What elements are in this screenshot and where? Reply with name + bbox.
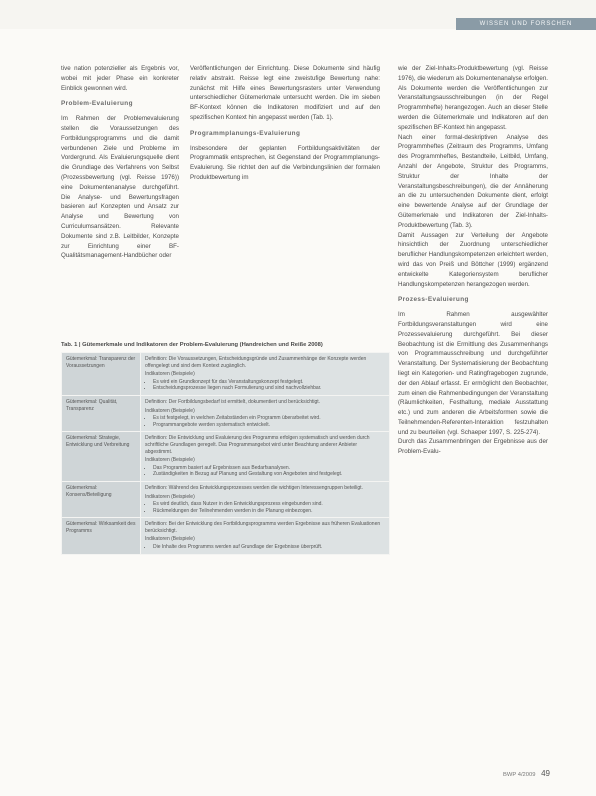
col2-paragraph-2: Insbesondere der geplanten Fortbildungsaktivitäten der Programmatik entsprechen, ist Gegenstand der Programmplanungs-Evaluierung. Sie richtet den auf die Verbindungslinien der formalen Produktbewertung im — [190, 144, 380, 181]
column-2 — [190, 64, 380, 183]
criterion-definition: Definition: Der Fortbildungsbedarf ist ermittelt, dokumentiert und berücksichtigt. — [145, 398, 321, 405]
section-label: WISSEN UND FORSCHEN — [456, 18, 596, 30]
col2-paragraph-1: Veröffentlichungen der Einrichtung. Diese Dokumente sind häufig relativ abstrakt. Reisse legt eine zweistufige Bewertung nahe: zunächst mit Hilfe eines Bewertungsrasters unter Verwendung unterschiedlicher Gütemerkmale untersucht werden. Die im sieben BF-Kontext können die Indikatoren modifiziert und auf den spezifischen Kontext hin angepasst werden (Tab. 1). — [190, 65, 380, 121]
indicator-list — [145, 501, 385, 514]
indicator-item: • Zuständigkeiten in Bezug auf Planung und Gestaltung von Angeboten sind festgelegt. — [153, 471, 385, 478]
indicators-label: Indikatoren (Beispiele) — [145, 407, 195, 414]
indicator-list — [145, 415, 385, 428]
journal-label: BWP 4/2009 — [503, 772, 536, 778]
criterion-definition: Definition: Bei der Entwicklung des Fortbildungsprogramms werden Ergebnisse aus früheren Evaluationen berücksichtigt. — [145, 521, 381, 534]
col3-paragraph-5: Durch das Zusammenbringen der Ergebnisse aus der Problem-Evalu- — [398, 438, 548, 456]
criterion-description — [141, 518, 390, 554]
page-number: 49 — [541, 769, 550, 778]
table-row — [62, 432, 390, 482]
col3-paragraph-4: Im Rahmen ausgewählter Fortbildungsveranstaltungen wird eine Prozessevaluierung durchgeführt. Bei dieser Beobachtung ist die Ermittlung des Zusammenhangs von Programmausschreibung und durchgeführter Veranstaltung. Der Systematisierung der Beobachtung liegt ein Kategorien- und Ratingfragebogen zugrunde, der den Ablauf erfasst. Er ermöglicht den Beobachter, zum einen die Rahmenbedingungen der Veranstaltung (Räumlichkeiten, Festhaltung, mediale Ausstattung etc.) und zum anderen die Arbeitsformen sowie die Teilnehmenden-Referenten-Interaktion festzuhalten und zu beurteilen (vgl. Schaeper 1997, S. 225-274). — [398, 311, 548, 436]
page-footer — [503, 769, 550, 778]
col3-heading: Prozess-Evaluierung — [398, 296, 469, 304]
criterion-definition: Definition: Die Voraussetzungen, Entscheidungsgründe und Zusammenhänge der Konzepte werden offengelegt und sind dem Kontext zugänglich. — [145, 356, 367, 369]
criterion-name: Gütemerkmal: Qualität, Transparenz — [62, 395, 141, 431]
table-caption: Tab. 1 | Gütemerkmale und Indikatoren der Problem-Evaluierung (Handreichen und Reiße 2008) — [61, 342, 323, 348]
criterion-definition: Definition: Die Entwicklung und Evaluierung des Programms erfolgen systematisch und werden durch schriftliche Grundlagen geregelt. Das Programmangebot wird unter Beachtung anderer Anbieter abgestimmt. — [145, 435, 370, 455]
column-3 — [398, 64, 548, 457]
table-row — [62, 518, 390, 554]
indicators-label: Indikatoren (Beispiele) — [145, 536, 195, 543]
col1-body: Im Rahmen der Problemevaluierung stellen die Voraussetzungen des Fortbildungsprogramms und die damit verbundenen Ziele und Probleme im Vordergrund. Als Evaluierungsquelle dient die Grundlage des Verfahrens von Selbst (Prozessbewertung (vgl. Reisse 1976)) eine Dokumentenanalyse durchgeführt. Die Analyse- und Bewertungsfragen basieren auf Konzepten und Ansatz zur Analyse und Bewertung von Curriculumsansätzen. Relevante Dokumente sind z.B. Leitbilder, Konzepte zur Einrichtung einer BF-Qualitätsmanagement-Handbücher oder — [61, 115, 179, 260]
criterion-definition: Definition: Während des Entwicklungsprozesses werden die wichtigen Interessengruppen beteiligt. — [145, 484, 363, 491]
criterion-description — [141, 432, 390, 482]
indicator-item: • Programmangebote werden systematisch entwickelt. — [153, 422, 385, 429]
criterion-name: Gütemerkmal: Wirksamkeit des Programms — [62, 518, 141, 554]
indicator-list — [145, 544, 385, 551]
col1-heading: Problem-Evaluierung — [61, 100, 133, 108]
table-row — [62, 395, 390, 431]
table-row — [62, 353, 390, 396]
table-1 — [61, 342, 390, 555]
table-row — [62, 481, 390, 517]
criterion-description — [141, 481, 390, 517]
col2-heading: Programmplanungs-Evaluierung — [190, 129, 301, 137]
col3-paragraph-1: wie der Ziel-Inhalts-Produktbewertung (vgl. Reisse 1976), die wiederum als Dokumentenanalyse erfolgen. Als Dokumente werden die Veröffentlichungen zur Veranstaltungsausschreibungen (in der Regel Programmhefte) herangezogen. Auch an dieser Stelle werden die Gütemerkmale und Indikatoren auf den spezifischen BF-Kontext hin angepasst. — [398, 65, 548, 131]
indicators-label: Indikatoren (Beispiele) — [145, 457, 195, 464]
col3-paragraph-2: Nach einer formal-deskriptiven Analyse des Programmheftes (Zeitraum des Programms, Umfang des Programmheftes, Bestandteile, Leitbild, Umfang, Anzahl der Angebote, Struktur des Programms, Struktur der Inhalte der Veranstaltungsbeschreibungen), die der Annäherung an die zu untersuchenden Dokumente dient, erfolgt eine bewertende Analyse auf der Grundlage der Gütemerkmale und Indikatoren der Ziel-Inhalts-Produktbewertung (Tab. 3). — [398, 133, 548, 229]
criterion-name: Gütemerkmal: Transparenz der Voraussetzungen — [62, 353, 141, 396]
indicator-item: • Rückmeldungen der Teilnehmenden werden in die Planung einbezogen. — [153, 508, 385, 515]
criteria-table — [61, 352, 390, 555]
indicator-item: • Das Programm basiert auf Ergebnissen aus Bedarfsanalysen. — [153, 465, 385, 472]
col3-paragraph-3: Damit Aussagen zur Verteilung der Angebote hinsichtlich der Zuordnung unterschiedlicher beruflicher Handlungskompetenzen erleichtert werden, wird das von Preiß und Böttcher (1999) ergänzend entwickelte Kategoriensystem beruflicher Handlungskompetenzen herangezogen werden. — [398, 231, 548, 288]
indicator-list — [145, 379, 385, 392]
indicators-label: Indikatoren (Beispiele) — [145, 493, 195, 500]
indicator-item: • Die Inhalte des Programms werden auf Grundlage der Ergebnisse überprüft. — [153, 544, 385, 551]
indicator-item: • Es ist festgelegt, in welchen Zeitabständen ein Programm überarbeitet wird. — [153, 415, 385, 422]
indicator-item: • Es wird deutlich, dass Nutzer in den Entwicklungsprozess eingebunden sind. — [153, 501, 385, 508]
col1-intro: tive nation potenzieller als Ergebnis vor, wobei mit jeder Phase ein konkreter Einblick gewonnen wird. — [61, 65, 179, 92]
criterion-name: Gütemerkmal: Strategie, Entwicklung und Verbreitung — [62, 432, 141, 482]
criterion-name: Gütemerkmal: Konsens/Beteiligung — [62, 481, 141, 517]
column-1 — [61, 64, 179, 261]
criterion-description — [141, 395, 390, 431]
indicator-item: • Entscheidungsprozesse liegen nach Formulierung und sind nachvollziehbar. — [153, 385, 385, 392]
indicators-label: Indikatoren (Beispiele) — [145, 371, 195, 378]
criterion-description — [141, 353, 390, 396]
indicator-item: • Es wird ein Grundkonzept für das Veranstaltungskonzept festgelegt. — [153, 379, 385, 386]
indicator-list — [145, 465, 385, 478]
